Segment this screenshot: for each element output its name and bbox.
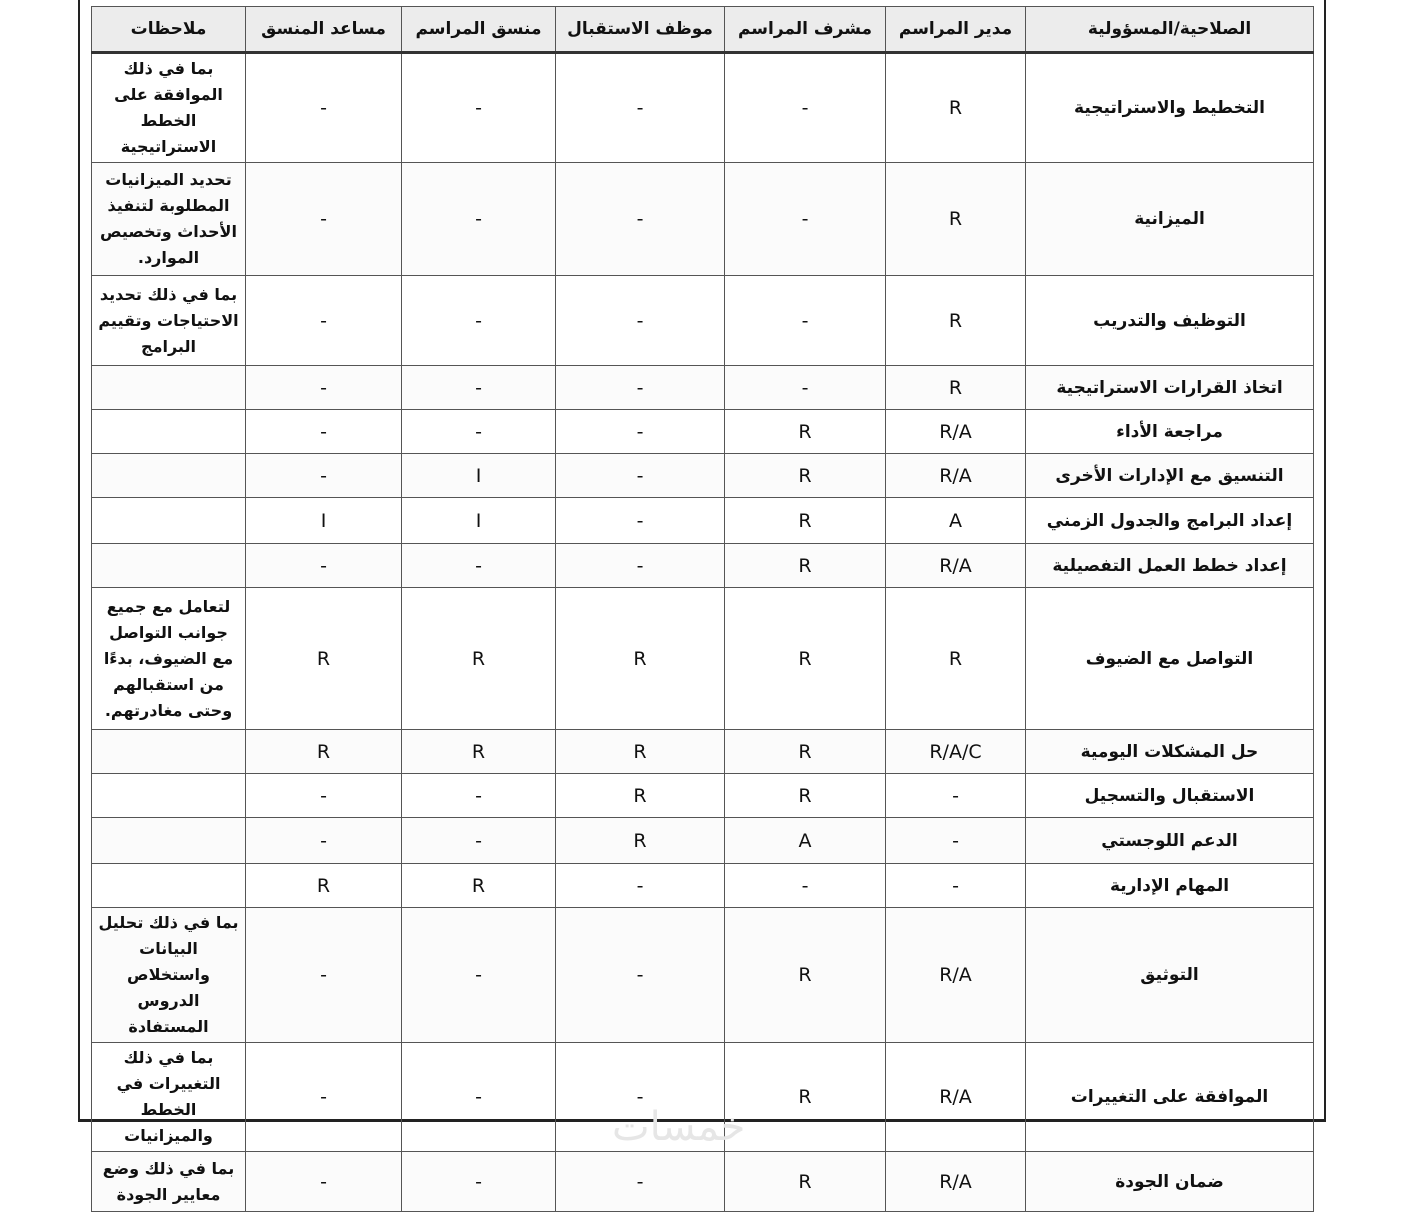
cell-coordinator: I: [402, 454, 556, 498]
cell-responsibility: التوظيف والتدريب: [1026, 276, 1314, 366]
cell-manager: R/A/C: [886, 730, 1026, 774]
table-row: [92, 908, 1314, 1043]
cell-notes: تحديد الميزانيات المطلوبة لتنفيذ الأحداث وتخصيص الموارد.: [92, 163, 246, 276]
cell-supervisor: -: [725, 163, 886, 276]
cell-assistant: -: [246, 1043, 402, 1152]
cell-reception: -: [556, 53, 725, 163]
cell-responsibility: الاستقبال والتسجيل: [1026, 774, 1314, 818]
cell-coordinator: -: [402, 818, 556, 864]
table-row: [92, 774, 1314, 818]
header-manager: مدير المراسم: [886, 7, 1026, 53]
cell-supervisor: R: [725, 544, 886, 588]
table-row: [92, 498, 1314, 544]
cell-manager: R/A: [886, 454, 1026, 498]
cell-manager: -: [886, 818, 1026, 864]
table-row: [92, 276, 1314, 366]
cell-reception: -: [556, 366, 725, 410]
cell-coordinator: I: [402, 498, 556, 544]
table-row: [92, 366, 1314, 410]
table-row: [92, 864, 1314, 908]
cell-notes: بما في ذلك تحليل البيانات واستخلاص الدروس المستفادة: [92, 908, 246, 1043]
cell-reception: -: [556, 1043, 725, 1152]
cell-coordinator: -: [402, 410, 556, 454]
cell-notes: [92, 730, 246, 774]
cell-coordinator: -: [402, 366, 556, 410]
table-row: [92, 730, 1314, 774]
cell-responsibility: اتخاذ القرارات الاستراتيجية: [1026, 366, 1314, 410]
cell-notes: [92, 774, 246, 818]
raci-table: [91, 6, 1314, 1212]
cell-supervisor: R: [725, 774, 886, 818]
cell-notes: بما في ذلك الموافقة على الخطط الاستراتيجية: [92, 53, 246, 163]
cell-supervisor: R: [725, 908, 886, 1043]
cell-responsibility: التخطيط والاستراتيجية: [1026, 53, 1314, 163]
cell-assistant: -: [246, 53, 402, 163]
cell-notes: لتعامل مع جميع جوانب التواصل مع الضيوف، بدءًا من استقبالهم وحتى مغادرتهم.: [92, 588, 246, 730]
cell-notes: [92, 498, 246, 544]
cell-supervisor: R: [725, 498, 886, 544]
cell-reception: R: [556, 818, 725, 864]
cell-assistant: -: [246, 1152, 402, 1212]
cell-responsibility: الدعم اللوجستي: [1026, 818, 1314, 864]
cell-assistant: R: [246, 864, 402, 908]
cell-assistant: R: [246, 730, 402, 774]
cell-assistant: I: [246, 498, 402, 544]
cell-assistant: -: [246, 163, 402, 276]
cell-responsibility: حل المشكلات اليومية: [1026, 730, 1314, 774]
cell-coordinator: -: [402, 1152, 556, 1212]
cell-supervisor: -: [725, 53, 886, 163]
cell-responsibility: مراجعة الأداء: [1026, 410, 1314, 454]
cell-responsibility: إعداد خطط العمل التفصيلية: [1026, 544, 1314, 588]
cell-assistant: -: [246, 410, 402, 454]
cell-reception: R: [556, 588, 725, 730]
table-row: [92, 53, 1314, 163]
cell-assistant: -: [246, 366, 402, 410]
cell-supervisor: R: [725, 410, 886, 454]
cell-reception: -: [556, 498, 725, 544]
cell-notes: [92, 864, 246, 908]
table-row: [92, 454, 1314, 498]
cell-assistant: R: [246, 588, 402, 730]
cell-responsibility: التواصل مع الضيوف: [1026, 588, 1314, 730]
cell-reception: -: [556, 864, 725, 908]
cell-coordinator: -: [402, 53, 556, 163]
cell-reception: R: [556, 730, 725, 774]
cell-reception: -: [556, 544, 725, 588]
cell-coordinator: -: [402, 276, 556, 366]
table-row: [92, 818, 1314, 864]
cell-manager: R: [886, 53, 1026, 163]
cell-assistant: -: [246, 908, 402, 1043]
cell-notes: [92, 818, 246, 864]
cell-coordinator: R: [402, 864, 556, 908]
cell-supervisor: R: [725, 588, 886, 730]
cell-assistant: -: [246, 544, 402, 588]
cell-manager: R/A: [886, 544, 1026, 588]
cell-supervisor: R: [725, 1043, 886, 1152]
cell-manager: R/A: [886, 1043, 1026, 1152]
cell-manager: R: [886, 588, 1026, 730]
table-row: [92, 588, 1314, 730]
cell-responsibility: التوثيق: [1026, 908, 1314, 1043]
table-row: [92, 163, 1314, 276]
cell-responsibility: ضمان الجودة: [1026, 1152, 1314, 1212]
cell-coordinator: R: [402, 730, 556, 774]
cell-coordinator: -: [402, 544, 556, 588]
cell-supervisor: -: [725, 864, 886, 908]
header-row: [92, 7, 1314, 53]
cell-manager: -: [886, 774, 1026, 818]
cell-responsibility: الموافقة على التغييرات: [1026, 1043, 1314, 1152]
cell-assistant: -: [246, 454, 402, 498]
cell-manager: R: [886, 276, 1026, 366]
cell-supervisor: R: [725, 730, 886, 774]
cell-assistant: -: [246, 774, 402, 818]
cell-reception: R: [556, 774, 725, 818]
cell-manager: A: [886, 498, 1026, 544]
cell-reception: -: [556, 276, 725, 366]
header-reception: موظف الاستقبال: [556, 7, 725, 53]
cell-notes: [92, 410, 246, 454]
cell-coordinator: -: [402, 908, 556, 1043]
table-row: [92, 544, 1314, 588]
cell-supervisor: -: [725, 366, 886, 410]
header-notes: ملاحظات: [92, 7, 246, 53]
cell-responsibility: التنسيق مع الإدارات الأخرى: [1026, 454, 1314, 498]
cell-supervisor: -: [725, 276, 886, 366]
cell-manager: -: [886, 864, 1026, 908]
cell-notes: [92, 544, 246, 588]
cell-reception: -: [556, 908, 725, 1043]
cell-assistant: -: [246, 818, 402, 864]
header-assistant: مساعد المنسق: [246, 7, 402, 53]
cell-reception: -: [556, 410, 725, 454]
table-row: [92, 1152, 1314, 1212]
cell-responsibility: إعداد البرامج والجدول الزمني: [1026, 498, 1314, 544]
cell-manager: R/A: [886, 908, 1026, 1043]
cell-responsibility: الميزانية: [1026, 163, 1314, 276]
cell-assistant: -: [246, 276, 402, 366]
cell-supervisor: R: [725, 1152, 886, 1212]
cell-responsibility: المهام الإدارية: [1026, 864, 1314, 908]
cell-notes: [92, 454, 246, 498]
cell-manager: R/A: [886, 1152, 1026, 1212]
cell-coordinator: -: [402, 774, 556, 818]
header-responsibility: الصلاحية/المسؤولية: [1026, 7, 1314, 53]
cell-supervisor: A: [725, 818, 886, 864]
watermark: خمسات: [612, 1104, 746, 1150]
cell-coordinator: R: [402, 588, 556, 730]
cell-manager: R: [886, 163, 1026, 276]
cell-reception: -: [556, 163, 725, 276]
cell-reception: -: [556, 454, 725, 498]
cell-notes: بما في ذلك التغييرات في الخطط والميزانيات: [92, 1043, 246, 1152]
cell-coordinator: -: [402, 1043, 556, 1152]
cell-manager: R: [886, 366, 1026, 410]
cell-manager: R/A: [886, 410, 1026, 454]
cell-reception: -: [556, 1152, 725, 1212]
table-row: [92, 410, 1314, 454]
cell-notes: بما في ذلك تحديد الاحتياجات وتقييم البرامج: [92, 276, 246, 366]
header-supervisor: مشرف المراسم: [725, 7, 886, 53]
cell-supervisor: R: [725, 454, 886, 498]
cell-coordinator: -: [402, 163, 556, 276]
cell-notes: بما في ذلك وضع معايير الجودة: [92, 1152, 246, 1212]
cell-notes: [92, 366, 246, 410]
header-coordinator: منسق المراسم: [402, 7, 556, 53]
